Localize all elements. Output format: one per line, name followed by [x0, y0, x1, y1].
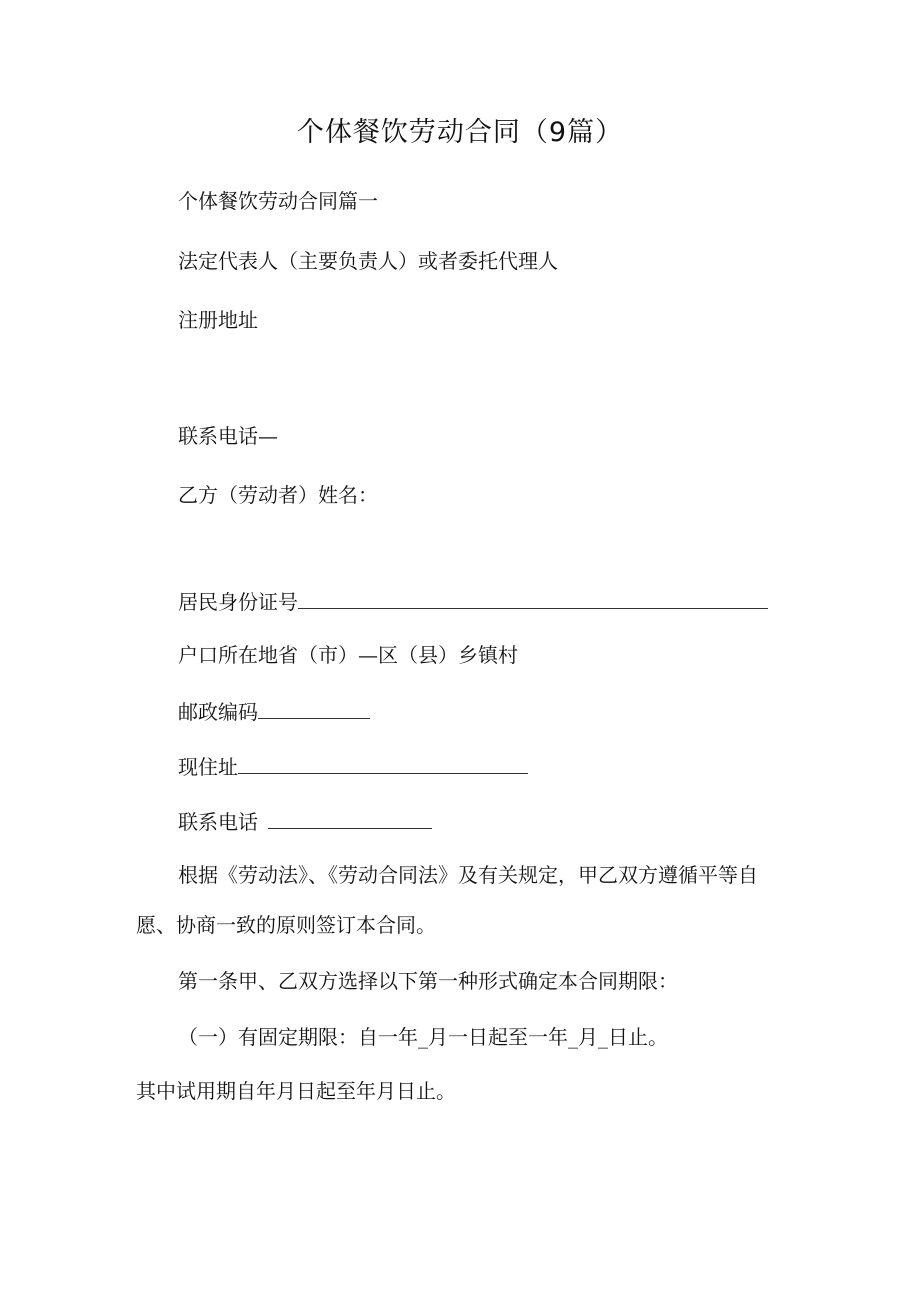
hukou-line: 户口所在地省（市）—区（县）乡镇村 — [178, 643, 518, 667]
postal-code-blank — [258, 696, 370, 719]
probation-line: 其中试用期自年月日起至年月日止。 — [136, 1079, 456, 1103]
contact-phone-line-b — [178, 806, 432, 836]
contact-phone-b-label: 联系电话 — [178, 810, 258, 834]
basis-paragraph-line1: 根据《劳动法》、《劳动合同法》及有关规定，甲乙双方遵循平等自 — [178, 863, 758, 887]
current-address-line — [178, 751, 528, 781]
current-address-label: 现住址 — [178, 755, 238, 779]
registered-address-line: 注册地址 — [178, 308, 258, 332]
basis-paragraph-line2: 愿、协商一致的原则签订本合同。 — [136, 913, 436, 937]
id-number-blank — [298, 586, 768, 609]
article-one: 第一条甲、乙双方选择以下第一种形式确定本合同期限： — [178, 969, 678, 993]
postal-code-label: 邮政编码 — [178, 700, 258, 724]
current-address-blank — [238, 751, 528, 774]
postal-code-line — [178, 696, 370, 726]
document-title: 个体餐饮劳动合同（9篇） — [296, 117, 624, 148]
section-heading: 个体餐饮劳动合同篇一 — [178, 189, 378, 213]
id-number-label: 居民身份证号 — [178, 590, 298, 614]
contact-phone-blank — [268, 806, 432, 829]
legal-representative-line: 法定代表人（主要负责人）或者委托代理人 — [178, 249, 558, 273]
fixed-term-line: （一）有固定期限：自一年_月一日起至一年_月_日止。 — [178, 1025, 668, 1049]
id-number-line — [178, 586, 768, 616]
contact-phone-line-a: 联系电话— — [178, 424, 278, 448]
party-b-name-line: 乙方（劳动者）姓名： — [178, 483, 378, 507]
